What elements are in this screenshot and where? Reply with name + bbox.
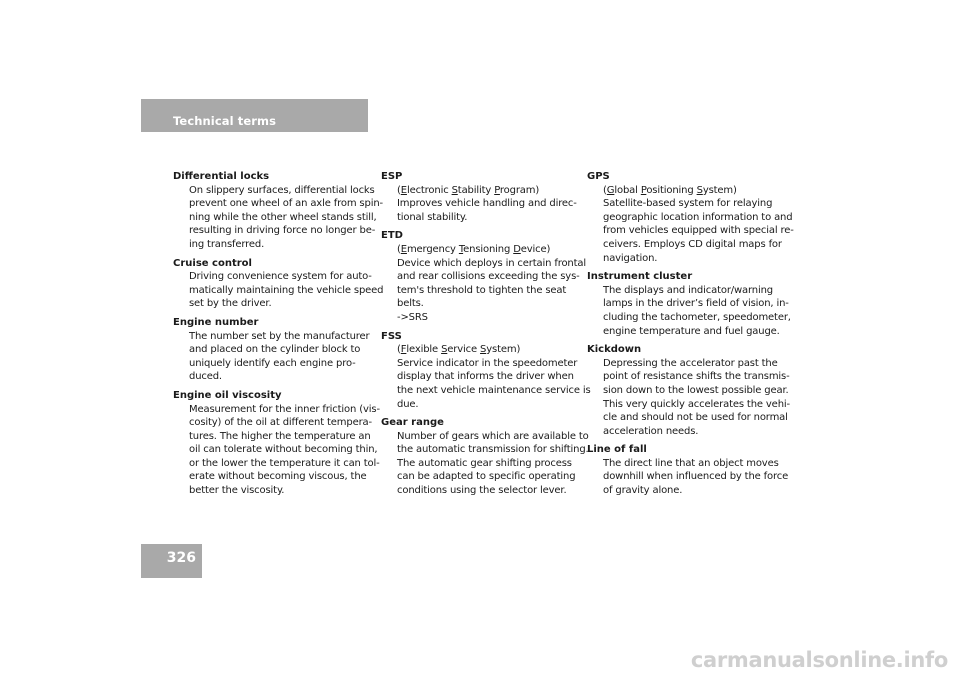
glossary-definition-line: tional stability. <box>397 211 468 223</box>
glossary-definition-line: Driving convenience system for auto- <box>189 271 372 283</box>
glossary-definition-line: lamps in the driver’s field of vision, in- <box>603 298 789 310</box>
glossary-entry <box>587 443 795 497</box>
glossary-definition-line: Measurement for the inner friction (vis- <box>189 403 380 415</box>
glossary-definition-line: due. <box>397 398 419 410</box>
glossary-definition-line: On slippery surfaces, differential locks <box>189 184 375 196</box>
glossary-definition-line: The direct line that an object moves <box>603 457 779 469</box>
glossary-definition-line: tem's threshold to tighten the seat <box>397 284 567 296</box>
glossary-definition-line: The displays and indicator/warning <box>603 284 773 296</box>
glossary-definition-line: can be adapted to specific operating <box>397 471 576 483</box>
glossary-definition-line: Service indicator in the speedometer <box>397 357 578 369</box>
glossary-definition-line: belts. <box>397 298 424 310</box>
glossary-definition-line: Device which deploys in certain frontal <box>397 257 586 269</box>
glossary-term: Cruise control <box>173 257 252 269</box>
glossary-definition-line: (Electronic Stability Program) <box>397 184 540 196</box>
glossary-definition-line: and rear collisions exceeding the sys- <box>397 271 580 283</box>
glossary-definition-line: The number set by the manufacturer <box>189 330 370 342</box>
glossary-definition-line: This very quickly accelerates the vehi- <box>603 398 790 410</box>
glossary-term: Instrument cluster <box>587 271 693 283</box>
glossary-definition-line: or the lower the temperature it can tol- <box>189 457 380 469</box>
glossary-entry <box>381 330 589 412</box>
glossary-definition-line: uniquely identify each engine pro- <box>189 357 356 369</box>
page-number: 326 <box>166 550 196 566</box>
glossary-definition-line: display that informs the driver when <box>397 371 574 383</box>
glossary-entry <box>173 389 381 498</box>
glossary-definition-line: ceivers. Employs CD digital maps for <box>603 238 782 250</box>
glossary-definition-line: point of resistance shifts the transmis- <box>603 371 790 383</box>
glossary-definition-line: downhill when influenced by the force <box>603 471 789 483</box>
glossary-term: Engine oil viscosity <box>173 389 282 401</box>
glossary-definition-line: Improves vehicle handling and direc- <box>397 198 577 210</box>
glossary-definition-line: erate without becoming viscous, the <box>189 471 367 483</box>
glossary-term: Engine number <box>173 316 259 328</box>
glossary-definition-line: conditions using the selector lever. <box>397 485 567 497</box>
glossary-column-3 <box>587 170 795 503</box>
glossary-definition-line: of gravity alone. <box>603 485 683 497</box>
glossary-definition-line: the automatic transmission for shifting. <box>397 444 589 456</box>
glossary-term: Kickdown <box>587 344 642 356</box>
glossary-column-1 <box>173 170 384 503</box>
glossary-definition-line: Number of gears which are available to <box>397 430 589 442</box>
glossary-definition-line: the next vehicle maintenance service is <box>397 384 591 396</box>
glossary-entry <box>173 170 381 252</box>
glossary-definition-line: ->SRS <box>397 311 428 323</box>
glossary-entry <box>587 170 795 265</box>
glossary-definition-line: resulting in driving force no longer be- <box>189 225 376 237</box>
glossary-definition-line: better the viscosity. <box>189 485 285 497</box>
glossary-entry <box>587 270 795 338</box>
glossary-definition-line: Satellite-based system for relaying <box>603 198 773 210</box>
glossary-definition-line: matically maintaining the vehicle speed <box>189 284 384 296</box>
glossary-definition-line: (Global Positioning System) <box>603 184 737 196</box>
glossary-definition-line: cosity) of the oil at different tempera- <box>189 417 372 429</box>
glossary-entry <box>173 316 381 384</box>
glossary-term: GPS <box>587 171 610 182</box>
section-title: Technical terms <box>173 114 277 128</box>
glossary-definition-line: (Flexible Service System) <box>397 344 521 356</box>
glossary-definition-line: duced. <box>189 371 222 383</box>
glossary-definition-line: (Emergency Tensioning Device) <box>397 243 551 255</box>
glossary-definition-line: acceleration needs. <box>603 425 699 437</box>
glossary-term: ESP <box>381 171 403 182</box>
glossary-definition-line: prevent one wheel of an axle from spin- <box>189 198 383 210</box>
glossary-definition-line: sion down to the lowest possible gear. <box>603 384 789 396</box>
glossary-definition-line: ing transferred. <box>189 238 265 250</box>
glossary-definition-line: from vehicles equipped with special re- <box>603 225 794 237</box>
glossary-entry <box>381 229 589 324</box>
glossary-definition-line: and placed on the cylinder block to <box>189 344 361 356</box>
glossary-entry <box>173 257 384 311</box>
glossary-definition-line: set by the driver. <box>189 298 272 310</box>
glossary-entry <box>381 416 589 498</box>
glossary-definition-line: Depressing the accelerator past the <box>603 357 778 369</box>
glossary-term: Differential locks <box>173 171 270 182</box>
glossary-column-2 <box>381 170 589 503</box>
glossary-definition-line: geographic location information to and <box>603 211 793 223</box>
glossary-definition-line: oil can tolerate without becoming thin, <box>189 444 378 456</box>
glossary-entry <box>381 170 589 224</box>
glossary-term: Gear range <box>381 417 444 429</box>
page-number-box <box>141 544 202 578</box>
watermark: carmanualsonline.info <box>690 648 948 672</box>
glossary-definition-line: cle and should not be used for normal <box>603 412 788 424</box>
glossary-term: Line of fall <box>587 444 647 456</box>
glossary-entry <box>587 343 795 438</box>
glossary-term: ETD <box>381 230 403 242</box>
glossary-definition-line: The automatic gear shifting process <box>397 457 572 469</box>
glossary-definition-line: navigation. <box>603 252 658 264</box>
glossary-definition-line: engine temperature and fuel gauge. <box>603 325 780 337</box>
glossary-term: FSS <box>381 330 402 342</box>
glossary-definition-line: cluding the tachometer, speedometer, <box>603 311 791 323</box>
glossary-definition-line: tures. The higher the temperature an <box>189 430 371 442</box>
glossary-definition-line: ning while the other wheel stands still, <box>189 211 377 223</box>
